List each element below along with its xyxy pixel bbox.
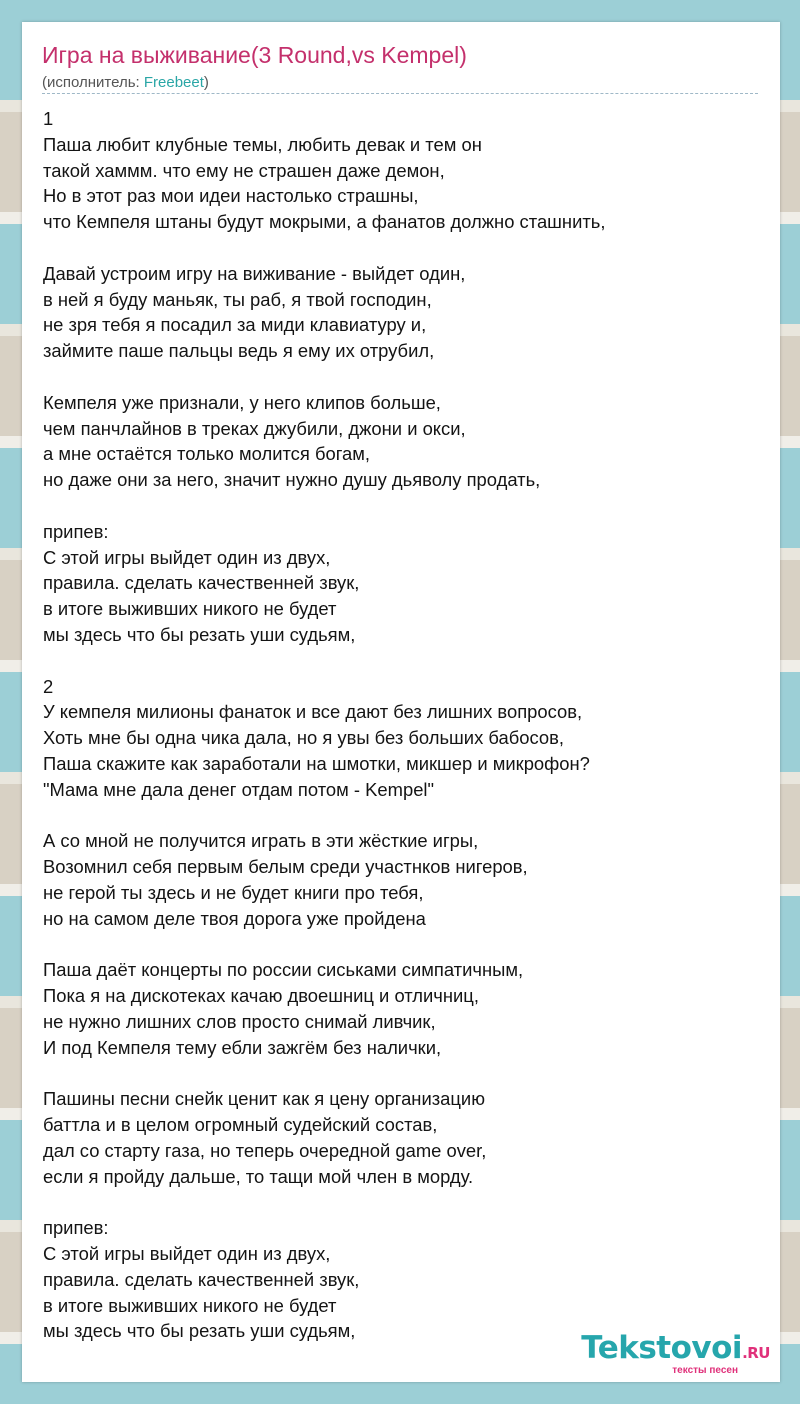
lyrics-text: [43, 106, 759, 1344]
lyric-line: но даже они за него, значит нужно душу дьяволу продать,: [43, 469, 541, 491]
lyric-line: не герой ты здесь и не будет книги про тебя,: [43, 881, 424, 903]
artist-line: [42, 74, 209, 91]
lyric-line: займите паше пальцы ведь я ему их отрубил,: [43, 340, 435, 362]
lyric-line: баттла и в целом огромный судейский состав,: [43, 1114, 438, 1136]
lyric-line: Возомнил себя первым белым среди участнков нигеров,: [43, 856, 528, 878]
lyric-line: такой хаммм. что ему не страшен даже демон,: [43, 159, 445, 181]
logo-wordmark: [581, 1332, 770, 1369]
lyric-line: Пока я на дискотеках качаю двоешниц и отличниц,: [43, 985, 479, 1007]
lyric-line: С этой игры выйдет один из двух,: [43, 1243, 331, 1265]
lyric-line: [43, 493, 759, 519]
lyric-line: а мне остаётся только молится богам,: [43, 443, 370, 465]
lyric-line: А со мной не получится играть в эти жёсткие игры,: [43, 830, 479, 852]
lyric-line: правила. сделать качественней звук,: [43, 572, 360, 594]
lyric-line: Паша даёт концерты по россии сиськами симпатичным,: [43, 959, 524, 981]
lyric-line: но на самом деле твоя дорога уже пройдена: [43, 907, 426, 929]
logo-main-text: Tekstovoi: [581, 1330, 743, 1366]
lyric-line: правила. сделать качественней звук,: [43, 1268, 360, 1290]
lyric-line: С этой игры выйдет один из двух,: [43, 546, 331, 568]
lyric-line: если я пройду дальше, то тащи мой член в морду.: [43, 1165, 474, 1187]
lyric-line: [43, 235, 759, 261]
logo-domain: .RU: [742, 1344, 770, 1362]
lyric-line: 1: [43, 108, 54, 129]
lyric-line: Паша любит клубные темы, любить девак и тем он: [43, 133, 482, 155]
lyric-line: [43, 648, 759, 674]
lyric-line: не зря тебя я посадил за миди клавиатуру и,: [43, 314, 427, 336]
lyric-line: "Мама мне дала денег отдам потом - Kempel": [43, 778, 435, 800]
lyric-line: [43, 932, 759, 958]
lyric-line: [43, 803, 759, 829]
lyric-line: Пашины песни снейк ценит как я цену организацию: [43, 1088, 485, 1110]
lyric-line: Кемпеля уже признали, у него клипов больше,: [43, 391, 441, 413]
lyric-line: в ней я буду маньяк, ты раб, я твой господин,: [43, 288, 432, 310]
lyric-line: У кемпеля милионы фанаток и все дают без лишних вопросов,: [43, 701, 583, 723]
song-title: Игра на выживание(3 Round,vs Kempel): [42, 42, 467, 68]
lyric-line: что Кемпеля штаны будут мокрыми, а фанатов должно сташнить,: [43, 211, 606, 233]
lyric-line: 2: [43, 675, 54, 697]
lyrics-card: [22, 22, 780, 1382]
lyric-line: припев:: [43, 1217, 109, 1239]
lyric-line: [43, 1189, 759, 1215]
lyric-line: мы здесь что бы резать уши судьям,: [43, 623, 356, 645]
lyric-line: [43, 1060, 759, 1086]
lyric-line: припев:: [43, 520, 109, 542]
lyric-line: Хоть мне бы одна чика дала, но я увы без больших бабосов,: [43, 727, 564, 749]
logo-tagline: тексты песен: [672, 1365, 738, 1376]
lyric-line: Но в этот раз мои идеи настолько страшны,: [43, 185, 419, 207]
lyric-line: в итоге выживших никого не будет: [43, 598, 337, 620]
artist-prefix: (исполнитель:: [42, 74, 144, 91]
lyric-line: Давай устроим игру на виживание - выйдет один,: [43, 262, 466, 284]
header-divider: [42, 93, 758, 94]
lyric-line: Паша скажите как заработали на шмотки, микшер и микрофон?: [43, 752, 590, 774]
site-logo[interactable]: [581, 1332, 770, 1376]
artist-link[interactable]: Freebeet: [143, 74, 204, 91]
lyric-line: чем панчлайнов в треках джубили, джони и окси,: [43, 417, 466, 439]
artist-suffix: ): [203, 74, 209, 91]
lyric-line: И под Кемпеля тему ебли зажгём без налички,: [43, 1036, 442, 1058]
lyric-line: не нужно лишних слов просто снимай ливчик,: [43, 1010, 436, 1032]
lyric-line: [43, 364, 759, 390]
lyric-line: мы здесь что бы резать уши судьям,: [43, 1320, 356, 1342]
lyric-line: дал со старту газа, но теперь очередной game over,: [43, 1139, 487, 1161]
lyric-line: в итоге выживших никого не будет: [43, 1294, 337, 1316]
